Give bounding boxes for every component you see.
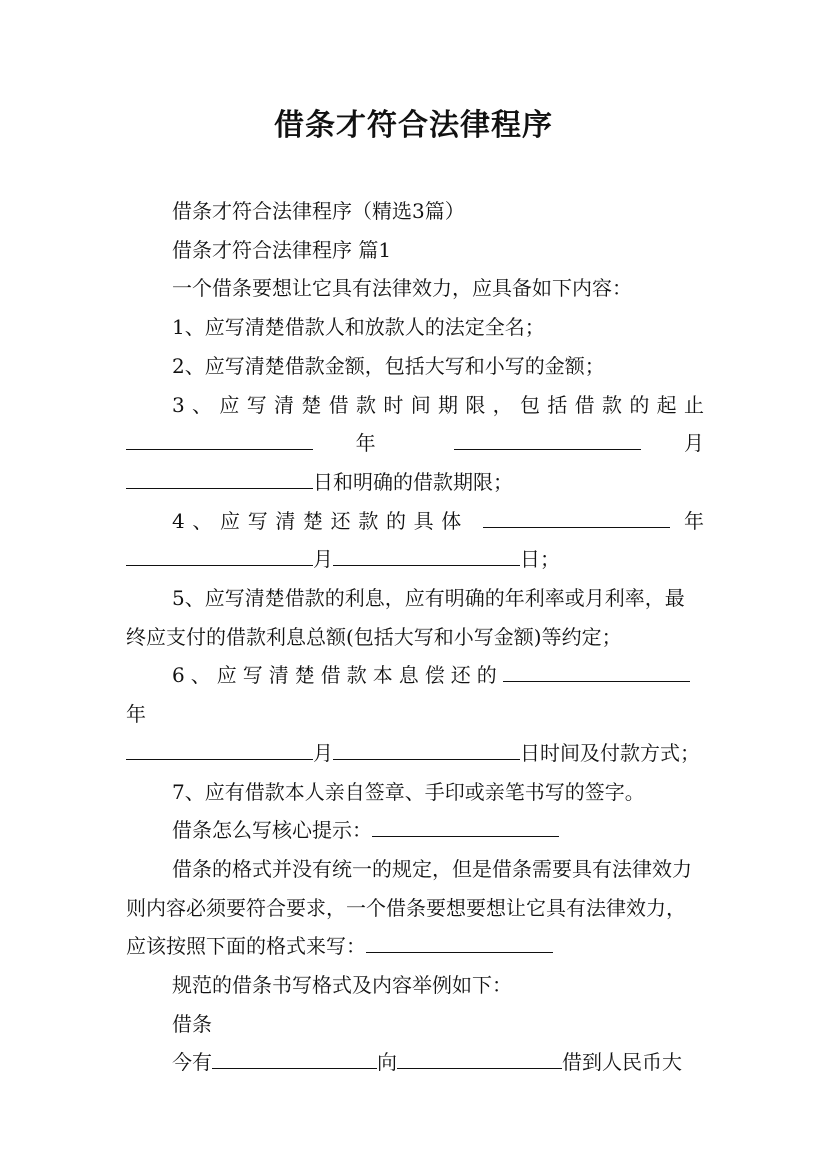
item4-text: 4、应写清楚还款的具体 bbox=[172, 508, 469, 533]
list-item-3-cont bbox=[126, 463, 704, 502]
list-item-1: 1、应写清楚借款人和放款人的法定全名； bbox=[172, 315, 545, 340]
blank-line bbox=[126, 465, 313, 489]
list-item-6-cont bbox=[126, 734, 704, 773]
blank-line bbox=[212, 1045, 377, 1069]
list-item-2: 2、应写清楚借款金额，包括大写和小写的金额； bbox=[172, 353, 605, 378]
section-heading: 借条才符合法律程序 篇1 bbox=[172, 237, 392, 262]
blank-line bbox=[397, 1045, 562, 1069]
list-item-6 bbox=[126, 656, 704, 733]
blank-line bbox=[454, 426, 641, 450]
item3-text: 3、应写清楚借款时间期限，包括借款的起止 bbox=[172, 392, 704, 417]
tip-label: 借条怎么写核心提示： bbox=[172, 818, 372, 843]
list-item-7: 7、应有借款本人亲自签章、手印或亲笔书写的签字。 bbox=[172, 779, 645, 804]
item6-tail: 日时间及付款方式； bbox=[520, 740, 700, 765]
iou-text-b: 向 bbox=[377, 1050, 397, 1075]
month-label: 月 bbox=[313, 740, 333, 765]
blank-line bbox=[372, 813, 559, 837]
example-intro: 规范的借条书写格式及内容举例如下： bbox=[172, 973, 512, 998]
blank-line bbox=[333, 736, 520, 760]
blank-line bbox=[126, 426, 313, 450]
blank-line bbox=[503, 658, 690, 682]
list-item-3 bbox=[126, 386, 704, 463]
iou-text-c: 借到人民币大 bbox=[562, 1050, 682, 1075]
year-label: 年 bbox=[355, 431, 412, 456]
item6-text: 6、应写清楚借款本息偿还的 bbox=[172, 663, 503, 688]
year-label: 年 bbox=[684, 508, 704, 533]
month-label: 月 bbox=[313, 547, 333, 572]
format-paragraph bbox=[126, 850, 704, 966]
list-item-5: 5、应写清楚借款的利息，应有明确的年利率或月利率，最终应支付的借款利息总额(包括大写和小写金额)等约定； bbox=[126, 586, 685, 649]
blank-line bbox=[366, 929, 553, 953]
intro-paragraph: 一个借条要想让它具有法律效力，应具备如下内容： bbox=[172, 276, 632, 301]
day-label: 日； bbox=[520, 547, 560, 572]
item3-tail: 日和明确的借款期限； bbox=[313, 469, 513, 494]
blank-line bbox=[126, 736, 313, 760]
year-label: 年 bbox=[126, 702, 146, 727]
tip-line bbox=[126, 811, 704, 850]
blank-line bbox=[126, 542, 313, 566]
list-item-4 bbox=[126, 502, 704, 541]
list-item-4-cont bbox=[126, 540, 704, 579]
iou-line bbox=[126, 1043, 704, 1082]
document-body bbox=[126, 192, 704, 1082]
iou-text-a: 今有 bbox=[172, 1050, 212, 1075]
subtitle: 借条才符合法律程序（精选3篇） bbox=[172, 199, 465, 223]
month-label: 月 bbox=[684, 431, 705, 456]
blank-line bbox=[483, 504, 670, 528]
format-text: 借条的格式并没有统一的规定，但是借条需要具有法律效力则内容必须要符合要求，一个借条要想要想让它具有法律效力，应该按照下面的格式来写： bbox=[126, 856, 692, 959]
document-title: 借条才符合法律程序 bbox=[274, 108, 553, 143]
blank-line bbox=[333, 542, 520, 566]
iou-heading: 借条 bbox=[172, 1011, 212, 1036]
